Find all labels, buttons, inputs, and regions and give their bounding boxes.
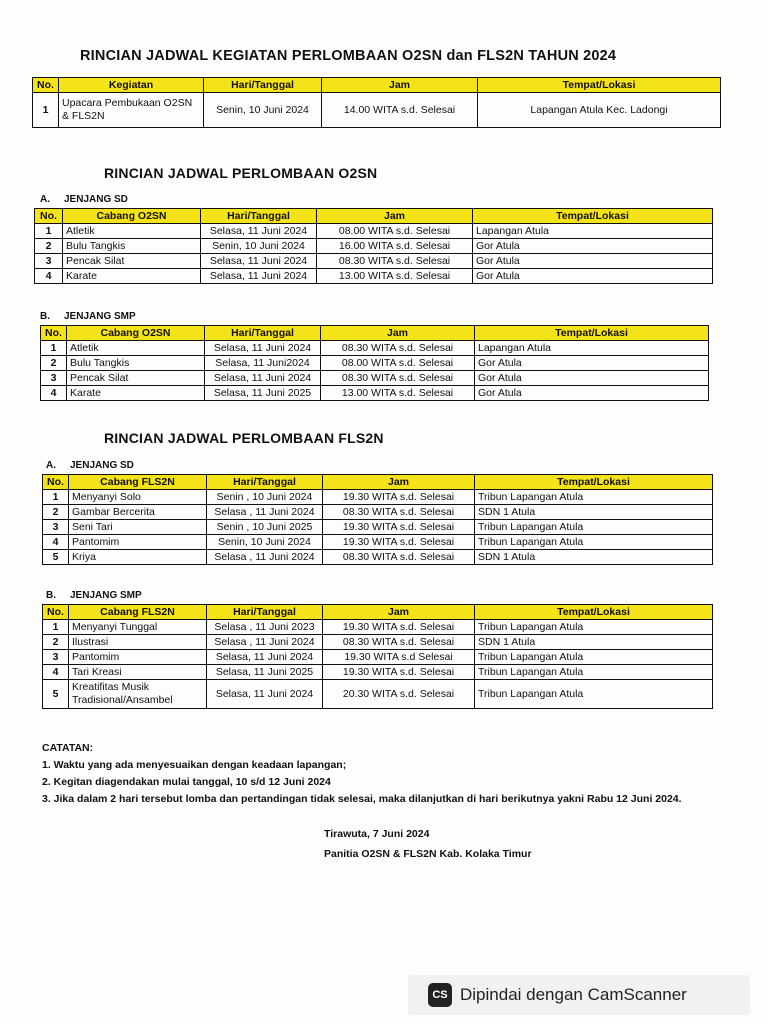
table-cell: 08.30 WITA s.d. Selesai — [317, 254, 473, 269]
table-cell: Tari Kreasi — [69, 665, 207, 680]
table-cell: 2 — [41, 356, 67, 371]
column-header: Hari/Tanggal — [207, 605, 323, 620]
table-cell: 2 — [43, 635, 69, 650]
column-header: Cabang FLS2N — [69, 605, 207, 620]
table-row — [41, 371, 709, 386]
column-header: Jam — [323, 605, 475, 620]
table-row — [35, 239, 713, 254]
column-header: Cabang O2SN — [67, 326, 205, 341]
table-cell: 08.30 WITA s.d. Selesai — [323, 550, 475, 565]
table-cell: 19.30 WITA s.d Selesai — [323, 650, 475, 665]
table-cell: Tribun Lapangan Atula — [475, 490, 713, 505]
table-cell: SDN 1 Atula — [475, 550, 713, 565]
notes-heading: CATATAN: — [42, 742, 94, 754]
table-cell: Karate — [63, 269, 201, 284]
table-cell: Tribun Lapangan Atula — [475, 665, 713, 680]
o2sn-section-title: RINCIAN JADWAL PERLOMBAAN O2SN — [104, 165, 378, 181]
table-cell: Karate — [67, 386, 205, 401]
camscanner-text: Dipindai dengan CamScanner — [460, 985, 687, 1004]
column-header: Tempat/Lokasi — [473, 209, 713, 224]
table-cell: 08.30 WITA s.d. Selesai — [323, 505, 475, 520]
column-header: No. — [33, 78, 59, 93]
table-cell: Menyanyi Tunggal — [69, 620, 207, 635]
table-cell: 5 — [43, 550, 69, 565]
table-cell: 3 — [35, 254, 63, 269]
table-cell: Senin, 10 Juni 2024 — [204, 93, 322, 128]
table-cell: Kriya — [69, 550, 207, 565]
table-cell: Menyanyi Solo — [69, 490, 207, 505]
table-cell: 1 — [35, 224, 63, 239]
table-cell: Upacara Pembukaan O2SN & FLS2N — [59, 93, 204, 128]
table-cell: Kreatifitas Musik Tradisional/Ansambel — [69, 680, 207, 709]
table-cell: SDN 1 Atula — [475, 635, 713, 650]
camscanner-badge — [408, 975, 750, 1015]
table-cell: 14.00 WITA s.d. Selesai — [322, 93, 478, 128]
column-header: Kegiatan — [59, 78, 204, 93]
table-cell: 1 — [33, 93, 59, 128]
signature-place-date: Tirawuta, 7 Juni 2024 — [324, 828, 430, 840]
table-header-row — [33, 78, 721, 93]
table-cell: 13.00 WITA s.d. Selesai — [321, 386, 475, 401]
column-header: Hari/Tanggal — [204, 78, 322, 93]
table-cell: Gor Atula — [473, 254, 713, 269]
table-cell: Atletik — [67, 341, 205, 356]
column-header: No. — [35, 209, 63, 224]
table-cell: Tribun Lapangan Atula — [475, 650, 713, 665]
table-cell: Atletik — [63, 224, 201, 239]
table-cell: Selasa, 11 Juni 2024 — [205, 341, 321, 356]
table-cell: Gambar Bercerita — [69, 505, 207, 520]
table-cell: Senin, 10 Juni 2024 — [207, 535, 323, 550]
o2sn-smp-level-label: B. JENJANG SMP — [40, 311, 136, 322]
table-cell: Gor Atula — [473, 269, 713, 284]
table-cell: Bulu Tangkis — [63, 239, 201, 254]
column-header: Jam — [317, 209, 473, 224]
column-header: Jam — [322, 78, 478, 93]
table-cell: Selasa , 11 Juni 2023 — [207, 620, 323, 635]
table-cell: Ilustrasi — [69, 635, 207, 650]
table-row — [33, 93, 721, 128]
table-row — [43, 550, 713, 565]
column-header: Jam — [321, 326, 475, 341]
table-header-row — [41, 326, 709, 341]
table-row — [43, 520, 713, 535]
note-item: 3. Jika dalam 2 hari tersebut lomba dan pertandingan tidak selesai, maka dilanjutkan di hari berikutnya yakni Rabu 12 Juni 2024. — [42, 793, 682, 805]
table-cell: 19.30 WITA s.d. Selesai — [323, 535, 475, 550]
table-row — [43, 535, 713, 550]
table-row — [35, 269, 713, 284]
table-cell: Pencak Silat — [67, 371, 205, 386]
notes-block — [42, 740, 682, 808]
table-cell: 3 — [43, 520, 69, 535]
table-cell: 4 — [43, 535, 69, 550]
column-header: No. — [43, 605, 69, 620]
column-header: Jam — [323, 475, 475, 490]
table-cell: Senin , 10 Juni 2025 — [207, 520, 323, 535]
table-cell: 19.30 WITA s.d. Selesai — [323, 665, 475, 680]
o2sn-sd-schedule-table — [34, 208, 713, 284]
column-header: Hari/Tanggal — [205, 326, 321, 341]
column-header: Tempat/Lokasi — [478, 78, 721, 93]
table-cell: Selasa, 11 Juni 2024 — [207, 680, 323, 709]
table-header-row — [43, 605, 713, 620]
column-header: Hari/Tanggal — [207, 475, 323, 490]
table-row — [43, 665, 713, 680]
table-cell: Tribun Lapangan Atula — [475, 620, 713, 635]
table-row — [43, 505, 713, 520]
table-row — [43, 620, 713, 635]
table-cell: 08.30 WITA s.d. Selesai — [321, 371, 475, 386]
table-cell: 4 — [41, 386, 67, 401]
table-row — [41, 386, 709, 401]
signature-committee: Panitia O2SN & FLS2N Kab. Kolaka Timur — [324, 848, 532, 860]
table-cell: Lapangan Atula — [475, 341, 709, 356]
table-cell: Pantomim — [69, 650, 207, 665]
table-cell: Selasa, 11 Juni 2025 — [205, 386, 321, 401]
table-cell: 19.30 WITA s.d. Selesai — [323, 490, 475, 505]
table-cell: 3 — [41, 371, 67, 386]
table-cell: 2 — [43, 505, 69, 520]
table-cell: Gor Atula — [475, 386, 709, 401]
note-item: 2. Kegitan diagendakan mulai tanggal, 10 s/d 12 Juni 2024 — [42, 776, 331, 788]
table-row — [43, 650, 713, 665]
table-cell: Selasa, 11 Juni 2024 — [201, 269, 317, 284]
table-row — [35, 224, 713, 239]
signature-block — [324, 824, 532, 864]
table-cell: Gor Atula — [475, 356, 709, 371]
table-cell: 1 — [43, 490, 69, 505]
table-cell: 16.00 WITA s.d. Selesai — [317, 239, 473, 254]
main-title: RINCIAN JADWAL KEGIATAN PERLOMBAAN O2SN dan FLS2N TAHUN 2024 — [80, 48, 617, 64]
table-cell: 1 — [43, 620, 69, 635]
table-cell: Selasa, 11 Juni2024 — [205, 356, 321, 371]
camscanner-icon: CS — [428, 983, 452, 1007]
column-header: Tempat/Lokasi — [475, 605, 713, 620]
table-cell: Selasa, 11 Juni 2024 — [201, 254, 317, 269]
table-cell: 19.30 WITA s.d. Selesai — [323, 620, 475, 635]
fls2n-sd-level-label: A. JENJANG SD — [46, 460, 134, 471]
column-header: No. — [43, 475, 69, 490]
table-row — [41, 341, 709, 356]
table-cell: Gor Atula — [473, 239, 713, 254]
table-cell: 1 — [41, 341, 67, 356]
column-header: Hari/Tanggal — [201, 209, 317, 224]
table-cell: Tribun Lapangan Atula — [475, 535, 713, 550]
table-cell: Selasa , 11 Juni 2024 — [207, 550, 323, 565]
fls2n-smp-level-label: B. JENJANG SMP — [46, 590, 142, 601]
table-cell: 3 — [43, 650, 69, 665]
table-cell: Lapangan Atula — [473, 224, 713, 239]
table-cell: Lapangan Atula Kec. Ladongi — [478, 93, 721, 128]
table-cell: 08.30 WITA s.d. Selesai — [323, 635, 475, 650]
table-row — [43, 635, 713, 650]
table-cell: Tribun Lapangan Atula — [475, 520, 713, 535]
fls2n-smp-schedule-table — [42, 604, 713, 709]
fls2n-sd-schedule-table — [42, 474, 713, 565]
table-row — [35, 254, 713, 269]
table-row — [41, 356, 709, 371]
column-header: Cabang FLS2N — [69, 475, 207, 490]
table-cell: Selasa, 11 Juni 2025 — [207, 665, 323, 680]
table-header-row — [43, 475, 713, 490]
table-cell: Selasa, 11 Juni 2024 — [205, 371, 321, 386]
table-row — [43, 680, 713, 709]
table-cell: Bulu Tangkis — [67, 356, 205, 371]
table-cell: Selasa , 11 Juni 2024 — [207, 505, 323, 520]
o2sn-smp-schedule-table — [40, 325, 709, 401]
table-cell: 4 — [43, 665, 69, 680]
table-cell: SDN 1 Atula — [475, 505, 713, 520]
table-cell: Pencak Silat — [63, 254, 201, 269]
table-cell: Tribun Lapangan Atula — [475, 680, 713, 709]
note-item: 1. Waktu yang ada menyesuaikan dengan keadaan lapangan; — [42, 759, 347, 771]
table-cell: 2 — [35, 239, 63, 254]
table-cell: Senin, 10 Juni 2024 — [201, 239, 317, 254]
table-cell: Selasa, 11 Juni 2024 — [207, 650, 323, 665]
table-cell: 19.30 WITA s.d. Selesai — [323, 520, 475, 535]
o2sn-sd-level-label: A. JENJANG SD — [40, 194, 128, 205]
table-cell: 4 — [35, 269, 63, 284]
table-row — [43, 490, 713, 505]
opening-ceremony-table — [32, 77, 721, 128]
table-header-row — [35, 209, 713, 224]
column-header: Tempat/Lokasi — [475, 326, 709, 341]
table-cell: 13.00 WITA s.d. Selesai — [317, 269, 473, 284]
table-cell: Senin , 10 Juni 2024 — [207, 490, 323, 505]
column-header: Cabang O2SN — [63, 209, 201, 224]
column-header: No. — [41, 326, 67, 341]
fls2n-section-title: RINCIAN JADWAL PERLOMBAAN FLS2N — [104, 430, 384, 446]
table-cell: 5 — [43, 680, 69, 709]
table-cell: Pantomim — [69, 535, 207, 550]
table-cell: Seni Tari — [69, 520, 207, 535]
table-cell: 08.30 WITA s.d. Selesai — [321, 341, 475, 356]
table-cell: 20.30 WITA s.d. Selesai — [323, 680, 475, 709]
table-cell: Selasa , 11 Juni 2024 — [207, 635, 323, 650]
table-cell: 08.00 WITA s.d. Selesai — [317, 224, 473, 239]
column-header: Tempat/Lokasi — [475, 475, 713, 490]
table-cell: 08.00 WITA s.d. Selesai — [321, 356, 475, 371]
table-cell: Gor Atula — [475, 371, 709, 386]
table-cell: Selasa, 11 Juni 2024 — [201, 224, 317, 239]
